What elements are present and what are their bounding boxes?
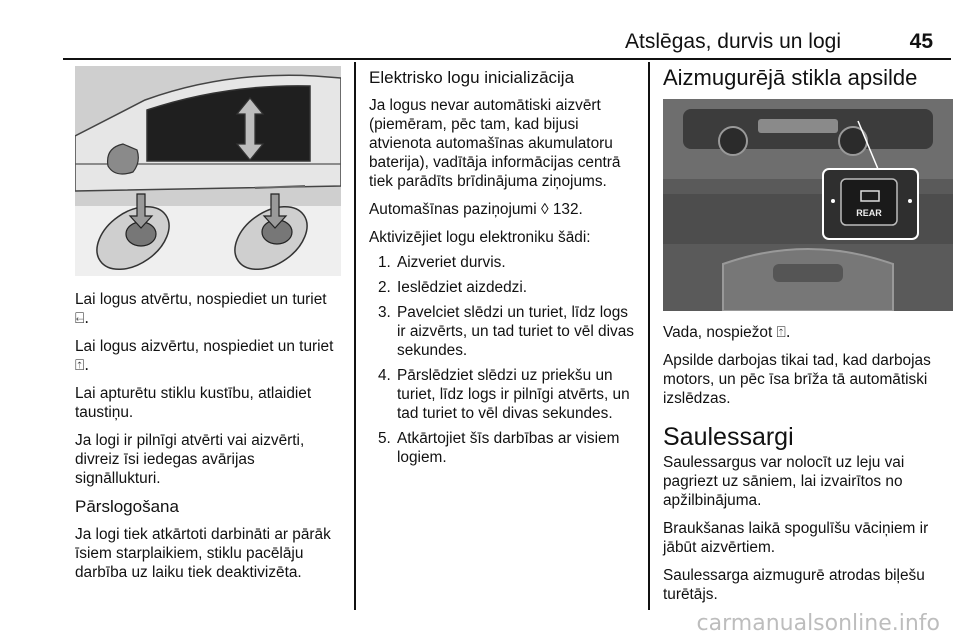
paragraph-press-button: Vada, nospiežot ⍐. xyxy=(663,323,791,341)
rear-defrost-icon: ⍐. xyxy=(776,323,791,341)
list-item: 5. Atkārtojiet šīs darbības ar visiem logiem. xyxy=(378,430,620,466)
column-divider-1 xyxy=(354,62,356,610)
list-item: 3. Pavelciet slēdzi un turiet, līdz logs ir aizvērts, un tad turiet to vēl divas sekundes. xyxy=(378,304,634,359)
list-item: 2. Ieslēdziet aizdedzi. xyxy=(378,279,528,296)
footer-watermark: carmanualsonline.info xyxy=(696,611,940,636)
heading-window-init: Elektrisko logu inicializācija xyxy=(369,68,575,87)
paragraph-overload: Ja logi tiek atkārtoti darbināti ar pārāk īsiem starplaikiem, stiklu pacēlāju darbība uz laiku tiek deaktivizēta. xyxy=(75,526,331,581)
paragraph-hazard-lights: Ja logi ir pilnīgi atvērti vai aizvērti, divreiz īsi iedegas avārijas signāllukturi. xyxy=(75,432,305,487)
paragraph-open-windows: Lai logus atvērtu, nospiediet un turiet ⍇. xyxy=(75,291,327,327)
column-divider-2 xyxy=(648,62,650,610)
column-3-text xyxy=(663,323,948,613)
paragraph-defrost-auto-off: Apsilde darbojas tikai tad, kad darbojas motors, un pēc īsa brīža tā automātiski izslēdzas. xyxy=(663,352,931,407)
section-title: Atslēgas, durvis un logi xyxy=(625,30,841,53)
paragraph-vehicle-messages: Automašīnas paziņojumi ◊ 132. xyxy=(369,201,583,218)
paragraph-close-windows: Lai logus aizvērtu, nospiediet un turiet ⍐. xyxy=(75,338,334,374)
paragraph-init-warning: Ja logus nevar automātiski aizvērt (piemēram, pēc tam, kad bijusi atvienota automašīnas akumulatoru baterija), vadītāja informācijas centrā tiek parādīts brīdinājuma ziņojums. xyxy=(369,97,621,190)
paragraph-stop-window: Lai apturētu stiklu kustību, atlaidiet taustiņu. xyxy=(75,385,312,421)
column-2 xyxy=(369,68,637,473)
window-open-icon: ⍇. xyxy=(75,309,90,327)
rear-button-label: REAR xyxy=(856,208,882,218)
list-item: 4. Pārslēdziet slēdzi uz priekšu un turiet, līdz logs ir pilnīgi atvērts, un tad turiet to vēl divas sekundes. xyxy=(378,367,630,422)
rear-defroster-illustration xyxy=(663,99,953,311)
paragraph-ticket-holder: Saulessarga aizmugurē atrodas biļešu turētājs. xyxy=(663,567,925,603)
window-key-illustration xyxy=(75,66,341,276)
steps-list xyxy=(369,253,637,467)
page-header xyxy=(63,28,951,60)
list-item: 1. Aizveriet durvis. xyxy=(378,254,506,271)
paragraph-mirror-covers: Braukšanas laikā spogulīšu vāciņiem ir jābūt aizvērtiem. xyxy=(663,520,929,556)
heading-overload: Pārslogošana xyxy=(75,497,179,516)
heading-rear-defroster: Aizmugurējā stikla apsilde xyxy=(663,65,918,90)
heading-sun-visors: Saulessargi xyxy=(663,423,794,451)
paragraph-visor-fold: Saulessargus var nolocīt uz leju vai pagriezt uz sāniem, lai izvairītos no apžilbinājuma. xyxy=(663,454,905,509)
column-3 xyxy=(663,65,948,97)
column-1 xyxy=(75,290,343,591)
window-close-icon: ⍐. xyxy=(75,356,90,374)
paragraph-activate-steps: Aktivizējiet logu elektroniku šādi: xyxy=(369,229,591,246)
page-number: 45 xyxy=(909,30,933,53)
